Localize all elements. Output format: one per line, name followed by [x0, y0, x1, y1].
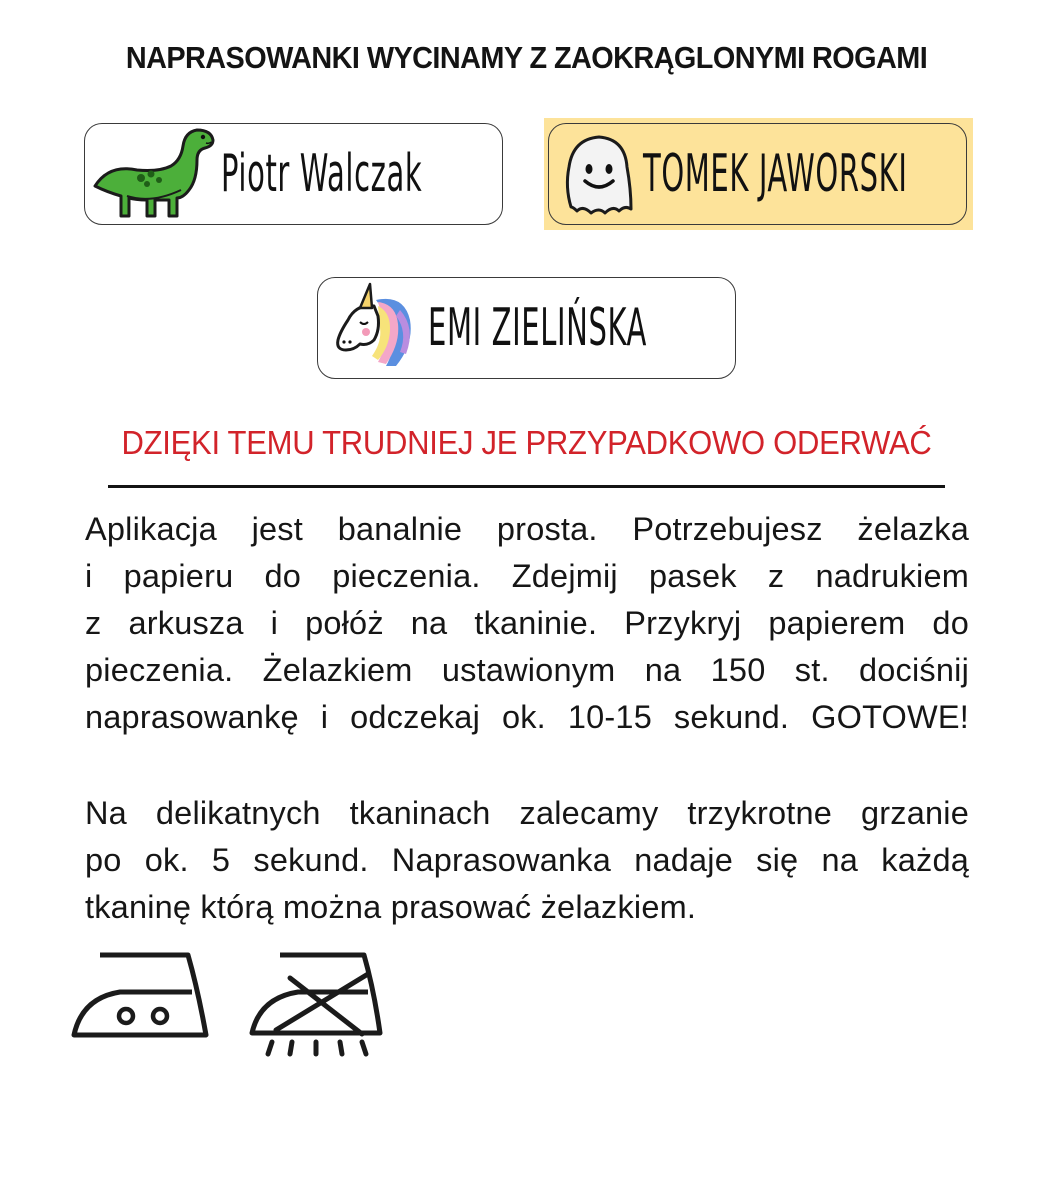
label-name: Piotr Walczak	[221, 144, 423, 204]
subtitle: DZIĘKI TEMU TRUDNIEJ JE PRZYPADKOWO ODERWAĆ	[121, 424, 932, 461]
name-label-unicorn	[317, 277, 736, 379]
no-steam-iron-icon	[246, 950, 386, 1070]
instructions-line: pieczenia. Żelazkiem ustawionym na 150 st. dociśnij	[85, 652, 969, 688]
ghost-icon	[559, 127, 639, 223]
label-name: TOMEK JAWORSKI	[643, 144, 908, 204]
name-label-ghost	[548, 123, 967, 225]
instructions-line: Aplikacja jest banalnie prosta. Potrzebujesz żelazka	[85, 511, 969, 547]
divider	[108, 485, 945, 488]
notes-paragraph	[85, 790, 969, 931]
iron-two-dots-icon	[70, 950, 210, 1040]
instructions-paragraph	[85, 506, 969, 741]
notes-line: Na delikatnych tkaninach zalecamy trzykrotne grzanie	[85, 795, 969, 831]
instructions-line: z arkusza i połóż na tkaninie. Przykryj papierem do	[85, 605, 969, 641]
page-title: NAPRASOWANKI WYCINAMY Z ZAOKRĄGLONYMI ROGAMI	[125, 40, 928, 75]
label-name: EMI ZIELIŃSKA	[428, 298, 648, 358]
notes-line: po ok. 5 sekund. Naprasowanka nadaje się na każdą	[85, 842, 969, 878]
name-label-dinosaur	[84, 123, 503, 225]
instructions-line: naprasowankę i odczekaj ok. 10-15 sekund. GOTOWE!	[85, 699, 969, 735]
instructions-line: i papieru do pieczenia. Zdejmij pasek z nadrukiem	[85, 558, 969, 594]
dinosaur-icon	[89, 124, 219, 224]
unicorn-icon	[330, 280, 420, 376]
notes-line: tkaninę którą można prasować żelazkiem.	[85, 889, 697, 925]
